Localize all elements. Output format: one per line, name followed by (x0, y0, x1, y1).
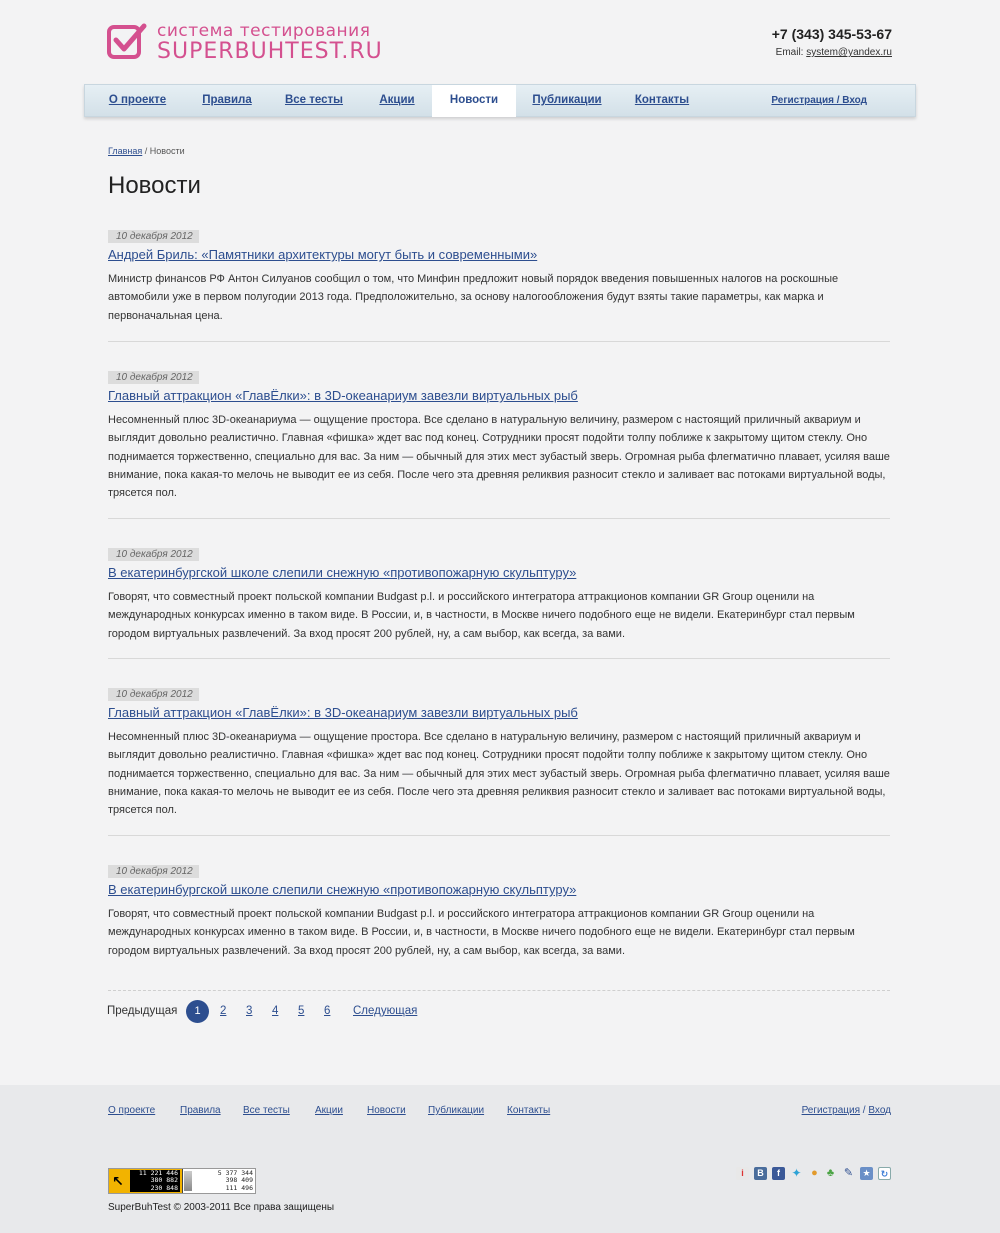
footer-login (802, 1105, 891, 1116)
pager-page-5[interactable]: 5 (298, 1005, 305, 1017)
visit-counter[interactable] (108, 1168, 256, 1194)
news-title-link[interactable]: В екатеринбургской школе слепили снежную «противопожарную скульптуру» (108, 565, 577, 580)
pager-page-6[interactable]: 6 (324, 1005, 331, 1017)
counter-value: 111 496 (225, 1183, 253, 1192)
footer-link-promotions[interactable]: Акции (315, 1105, 343, 1116)
arrow-icon: ↖ (112, 1173, 124, 1189)
pager-divider (108, 990, 890, 991)
footer-link-rules[interactable]: Правила (180, 1105, 221, 1116)
twitter-icon[interactable]: ✦ (791, 1166, 802, 1180)
news-date: 10 декабря 2012 (108, 865, 199, 878)
news-title-link[interactable]: Андрей Бриль: «Памятники архитектуры могут быть и современными» (108, 247, 538, 262)
counter-value: 230 848 (150, 1183, 178, 1192)
friendfeed-icon[interactable]: ↻ (878, 1167, 891, 1180)
email-label: Email: (775, 47, 804, 58)
copyright: SuperBuhTest © 2003-2011 Все права защищены (108, 1202, 335, 1213)
logo-subtitle: система тестирования (157, 21, 371, 41)
news-divider (108, 341, 890, 342)
counter-value: 11 221 446 (138, 1169, 178, 1177)
bookmark-icon[interactable]: ★ (860, 1167, 873, 1180)
counter-value: 5 377 344 (217, 1169, 253, 1177)
pager-prev: Предыдущая (107, 1005, 178, 1017)
nav-item-rules[interactable]: Правила (202, 94, 252, 106)
nav-item-promotions[interactable]: Акции (379, 94, 415, 106)
nav-item-contacts[interactable]: Контакты (634, 94, 690, 106)
news-item (108, 861, 890, 960)
counter-value: 398 409 (225, 1176, 253, 1185)
footer-link-contacts[interactable]: Контакты (507, 1105, 551, 1116)
news-divider (108, 518, 890, 519)
footer-login-link[interactable]: Вход (868, 1105, 891, 1116)
livejournal-icon[interactable]: ✎ (843, 1167, 854, 1179)
news-item (108, 367, 890, 502)
pager-page-2[interactable]: 2 (220, 1005, 227, 1017)
news-text: Министр финансов РФ Антон Силуанов сообщил о том, что Минфин предложит новый порядок введения повышенных налогов на роскошные автомобили уже в первом полугодии 2013 года. Предположительно, за основу налогообложения будут взяты такие параметры, как марка и первоначальная цена. (108, 273, 839, 322)
counter-value: 380 882 (150, 1176, 178, 1185)
footer (0, 1085, 1000, 1233)
footer-link-about[interactable]: О проекте (108, 1105, 156, 1116)
checkbox-logo-icon (107, 23, 147, 61)
pagination (107, 1000, 507, 1024)
email-line (772, 47, 892, 58)
news-divider (108, 835, 890, 836)
header-contacts (772, 26, 892, 58)
nav-item-about[interactable]: О проекте (108, 94, 167, 106)
footer-register-link[interactable]: Регистрация (801, 1105, 861, 1116)
news-title-link[interactable]: Главный аттракцион «ГлавЁлки»: в 3D-океанариум завезли виртуальных рыб (108, 705, 578, 720)
breadcrumb-separator: / (142, 146, 150, 156)
nav-item-all-tests[interactable]: Все тесты (284, 94, 344, 106)
news-text: Говорят, что совместный проект польской компании Budgast p.l. и российского интегратора аттракционов компании GR Group оценили на международных конкурсах именно в таком виде. В России, и, в частности, в Москве ничего подобного еще не видели. Екатеринбург стал первым городом виртуальных развлечений. За вход просят 200 рублей, ну, а сам выбор, как всегда, за вами. (108, 591, 855, 640)
news-text: Говорят, что совместный проект польской компании Budgast p.l. и российского интегратора аттракционов компании GR Group оценили на международных конкурсах именно в таком виде. В России, и, в частности, в Москве ничего подобного еще не видели. Екатеринбург стал первым городом виртуальных развлечений. За вход просят 200 рублей, ну, а сам выбор, как всегда, за вами. (108, 908, 855, 957)
news-item (108, 684, 890, 819)
pager-next[interactable]: Следующая (353, 1005, 418, 1017)
footer-link-news[interactable]: Новости (367, 1105, 406, 1116)
counter-left-values (130, 1170, 180, 1192)
news-text: Несомненный плюс 3D-океанариума — ощущение простора. Все сделано в натуральную величину, размером с настоящий приличный аквариум и выглядит довольно реалистично. Главная «фишка» ждет вас под конец. Сотрудники просят подойти толпу поближе к закрытому щитом стеклу. Оно поднимается торжественно, специально для вас. За ним — обычный для этих мест зубастый зверь. Огромная рыба флегматично плавает, усиляя ваше внимание, пока какая-то мелочь не выводит ее из себя. После чего эта древняя реликвия разносит стекло и заливает вас потоками виртуальной воды, трясется пол. (108, 731, 890, 817)
site-logo[interactable] (107, 21, 407, 65)
social-icons (736, 1167, 896, 1183)
news-date: 10 декабря 2012 (108, 688, 199, 701)
info-icon[interactable]: i (736, 1167, 749, 1180)
news-title-link[interactable]: В екатеринбургской школе слепили снежную «противопожарную скульптуру» (108, 882, 577, 897)
moikrug-icon[interactable]: ♣ (826, 1167, 835, 1179)
counter-left-panel (109, 1169, 183, 1193)
footer-link-publications[interactable]: Публикации (428, 1105, 485, 1116)
vkontakte-icon[interactable]: В (754, 1167, 767, 1180)
nav-item-news[interactable]: Новости (432, 85, 516, 117)
breadcrumb (108, 146, 185, 156)
pager-page-4[interactable]: 4 (272, 1005, 279, 1017)
people-icon[interactable]: ● (811, 1167, 818, 1179)
news-text: Несомненный плюс 3D-океанариума — ощущение простора. Все сделано в натуральную величину, размером с настоящий приличный аквариум и выглядит довольно реалистично. Главная «фишка» ждет вас под конец. Сотрудники просят подойти толпу поближе к закрытому щитом стеклу. Оно поднимается торжественно, специально для вас. За ним — обычный для этих мест зубастый зверь. Огромная рыба флегматично плавает, усиляя ваше внимание, пока какая-то мелочь не выводит ее из себя. После чего эта древняя реликвия разносит стекло и заливает вас потоками виртуальной воды, трясется пол. (108, 414, 890, 500)
breadcrumb-home[interactable]: Главная (108, 146, 143, 156)
facebook-icon[interactable]: f (772, 1167, 785, 1180)
news-date: 10 декабря 2012 (108, 371, 199, 384)
news-title-link[interactable]: Главный аттракцион «ГлавЁлки»: в 3D-океанариум завезли виртуальных рыб (108, 388, 578, 403)
logo-title: SUPERBUHTEST.RU (157, 39, 383, 64)
news-divider (108, 658, 890, 659)
main-nav (84, 84, 916, 117)
nav-item-publications[interactable]: Публикации (532, 94, 602, 106)
pager-page-3[interactable]: 3 (246, 1005, 253, 1017)
news-date: 10 декабря 2012 (108, 230, 199, 243)
pager-current-page: 1 (186, 1000, 209, 1023)
breadcrumb-current: Новости (149, 146, 185, 156)
counter-right-values (193, 1170, 253, 1192)
news-date: 10 декабря 2012 (108, 548, 199, 561)
footer-link-all-tests[interactable]: Все тесты (243, 1105, 290, 1116)
footer-login-sep: / (860, 1105, 869, 1116)
phone-number: +7 (343) 345-53-67 (771, 26, 892, 42)
bar-chart-icon (184, 1171, 192, 1191)
nav-login-link[interactable]: Регистрация / Вход (771, 95, 867, 106)
news-item (108, 544, 890, 643)
email-link[interactable]: system@yandex.ru (806, 47, 892, 58)
news-item (108, 226, 890, 325)
page-title: Новости (108, 172, 201, 199)
